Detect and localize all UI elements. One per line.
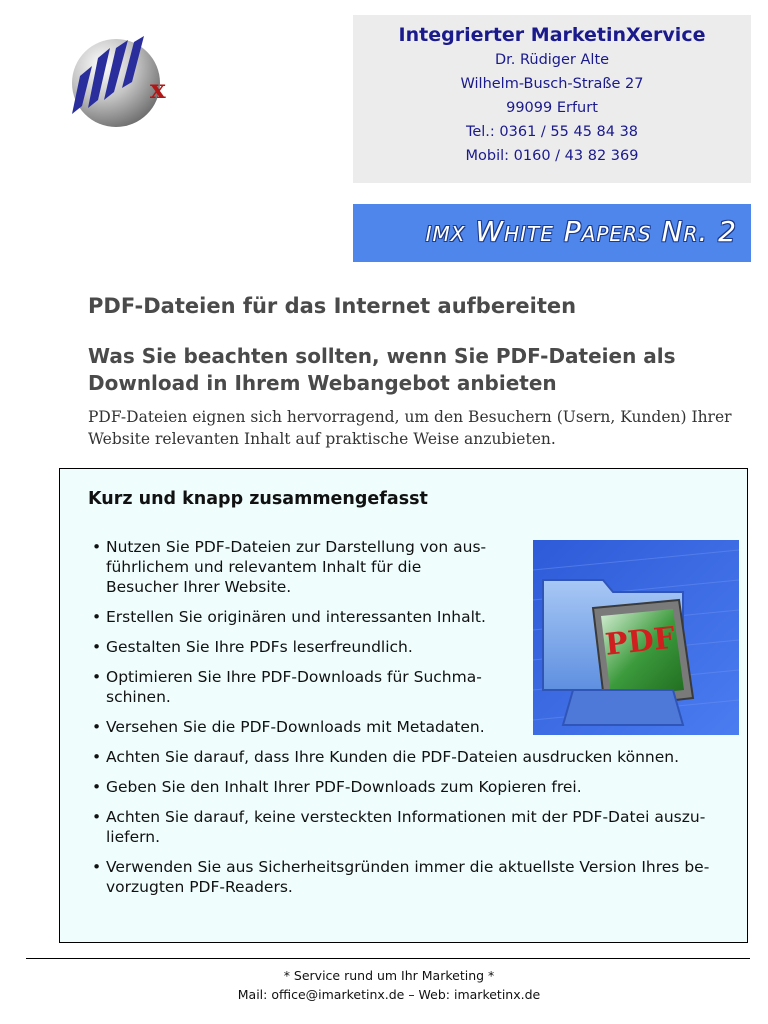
list-item: • Verwenden Sie aus Sicherheitsgründen immer die aktuellste Version Ihres be-vorzugten PDF-Readers.: [92, 857, 736, 897]
contact-box: [353, 15, 751, 183]
white-paper-banner: imx White Papers Nr. 2: [353, 204, 751, 262]
summary-list: [92, 537, 746, 907]
document-title: PDF-Dateien für das Internet aufbereiten: [88, 294, 577, 318]
list-item: • Achten Sie darauf, keine versteckten Informationen mit der PDF-Datei auszu-liefern.: [92, 807, 731, 847]
intro-paragraph: PDF-Dateien eignen sich hervorragend, um den Besuchern (Usern, Kunden) Ihrer Website relevanten Inhalt auf praktische Weise anzubieten.: [88, 408, 732, 448]
summary-heading: Kurz und knapp zusammengefasst: [88, 489, 428, 509]
pdf-image-label: PDF: [603, 620, 677, 663]
footer-divider: [26, 958, 750, 959]
company-name: Integrierter MarketinXervice: [398, 24, 706, 46]
list-item: • Erstellen Sie originären und interessanten Inhalt.: [92, 607, 526, 627]
document-subtitle: Was Sie beachten sollten, wenn Sie PDF-Dateien als Download in Ihrem Webangebot anbieten: [88, 344, 676, 395]
contact-city: 99099 Erfurt: [506, 100, 598, 116]
list-item: • Gestalten Sie Ihre PDFs leserfreundlich.: [92, 637, 526, 657]
contact-phone: Tel.: 0361 / 55 45 84 38: [465, 124, 639, 140]
logo-letter: x: [150, 75, 166, 105]
summary-box: [59, 468, 748, 943]
list-item: • Optimieren Sie Ihre PDF-Downloads für Suchma-schinen.: [92, 667, 501, 707]
footer: [0, 966, 768, 1004]
list-item: • Geben Sie den Inhalt Ihrer PDF-Downloads zum Kopieren frei.: [92, 777, 746, 797]
footer-contact: Mail: office@imarketinx.de – Web: imarketinx.de: [237, 987, 541, 1002]
imx-logo: [52, 18, 192, 138]
footer-tagline: * Service rund um Ihr Marketing *: [283, 968, 495, 983]
contact-mobile: Mobil: 0160 / 43 82 369: [465, 148, 639, 164]
list-item: • Achten Sie darauf, dass Ihre Kunden die PDF-Dateien ausdrucken können.: [92, 747, 746, 767]
contact-name: Dr. Rüdiger Alte: [494, 52, 610, 68]
list-item: • Versehen Sie die PDF-Downloads mit Metadaten.: [92, 717, 526, 737]
list-item: • Nutzen Sie PDF-Dateien zur Darstellung von aus-führlichem und relevantem Inhalt für die Besucher Ihrer Website.: [92, 537, 496, 597]
contact-street: Wilhelm-Busch-Straße 27: [460, 76, 644, 92]
